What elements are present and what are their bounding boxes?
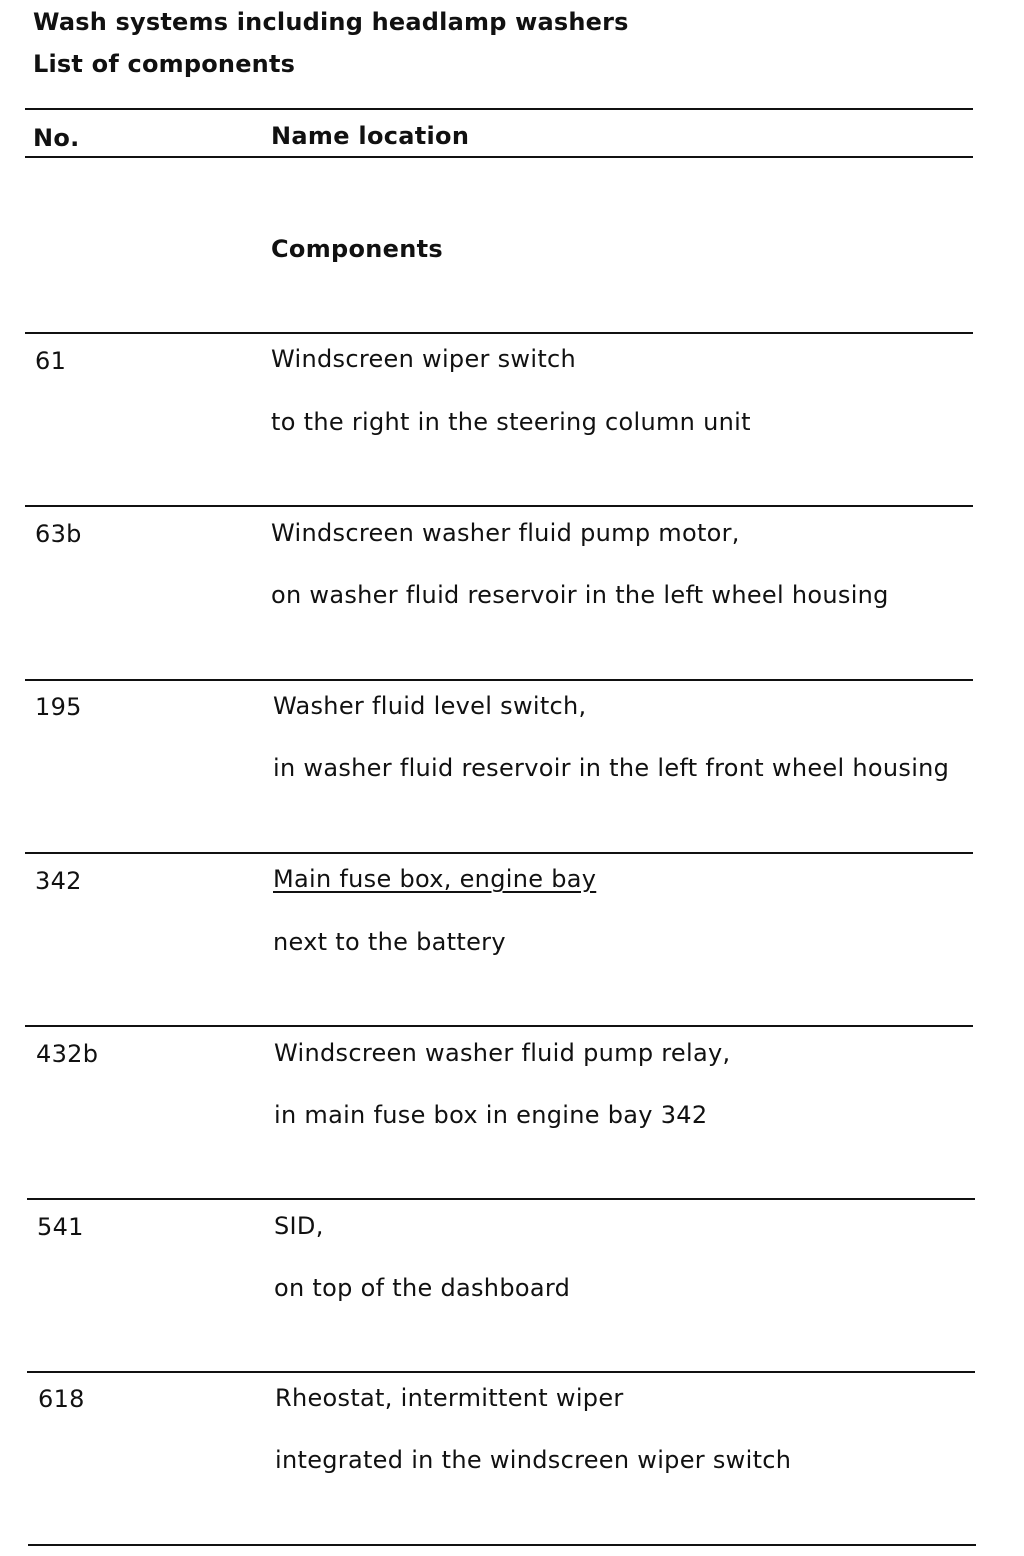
component-name: Windscreen washer fluid pump motor, bbox=[271, 519, 740, 547]
component-name: SID, bbox=[274, 1212, 324, 1240]
component-name: Washer fluid level switch, bbox=[273, 692, 587, 720]
row-divider bbox=[25, 1025, 973, 1027]
row-number: 618 bbox=[38, 1385, 85, 1413]
table-bottom-rule bbox=[28, 1544, 976, 1546]
component-location: integrated in the windscreen wiper switch bbox=[275, 1446, 792, 1474]
component-location: in washer fluid reservoir in the left front wheel housing bbox=[273, 754, 950, 782]
component-location: on top of the dashboard bbox=[274, 1274, 571, 1302]
row-number: 61 bbox=[35, 347, 67, 375]
table-top-rule bbox=[25, 108, 973, 110]
header-bottom-rule bbox=[25, 156, 973, 158]
component-location: on washer fluid reservoir in the left wheel housing bbox=[271, 581, 889, 609]
component-location: to the right in the steering column unit bbox=[271, 408, 751, 436]
row-number: 63b bbox=[35, 520, 82, 548]
column-header-no: No. bbox=[33, 124, 80, 152]
document-title: Wash systems including headlamp washers bbox=[33, 8, 629, 36]
component-name: Rheostat, intermittent wiper bbox=[275, 1384, 624, 1412]
component-location: next to the battery bbox=[273, 928, 506, 956]
component-location: in main fuse box in engine bay 342 bbox=[274, 1101, 708, 1129]
row-divider bbox=[25, 852, 973, 854]
row-number: 195 bbox=[35, 693, 82, 721]
row-divider bbox=[25, 505, 973, 507]
row-divider bbox=[25, 332, 973, 334]
row-number: 432b bbox=[36, 1040, 99, 1068]
component-name: Windscreen washer fluid pump relay, bbox=[274, 1039, 731, 1067]
row-divider bbox=[27, 1198, 975, 1200]
section-heading: Components bbox=[271, 235, 443, 263]
row-number: 342 bbox=[35, 867, 82, 895]
component-name: Windscreen wiper switch bbox=[271, 345, 577, 373]
row-divider bbox=[27, 1371, 975, 1373]
component-name-link[interactable]: Main fuse box, engine bay bbox=[273, 865, 597, 893]
row-divider bbox=[25, 679, 973, 681]
row-number: 541 bbox=[37, 1213, 84, 1241]
column-header-name-location: Name location bbox=[271, 122, 470, 150]
document-subtitle: List of components bbox=[33, 50, 296, 78]
